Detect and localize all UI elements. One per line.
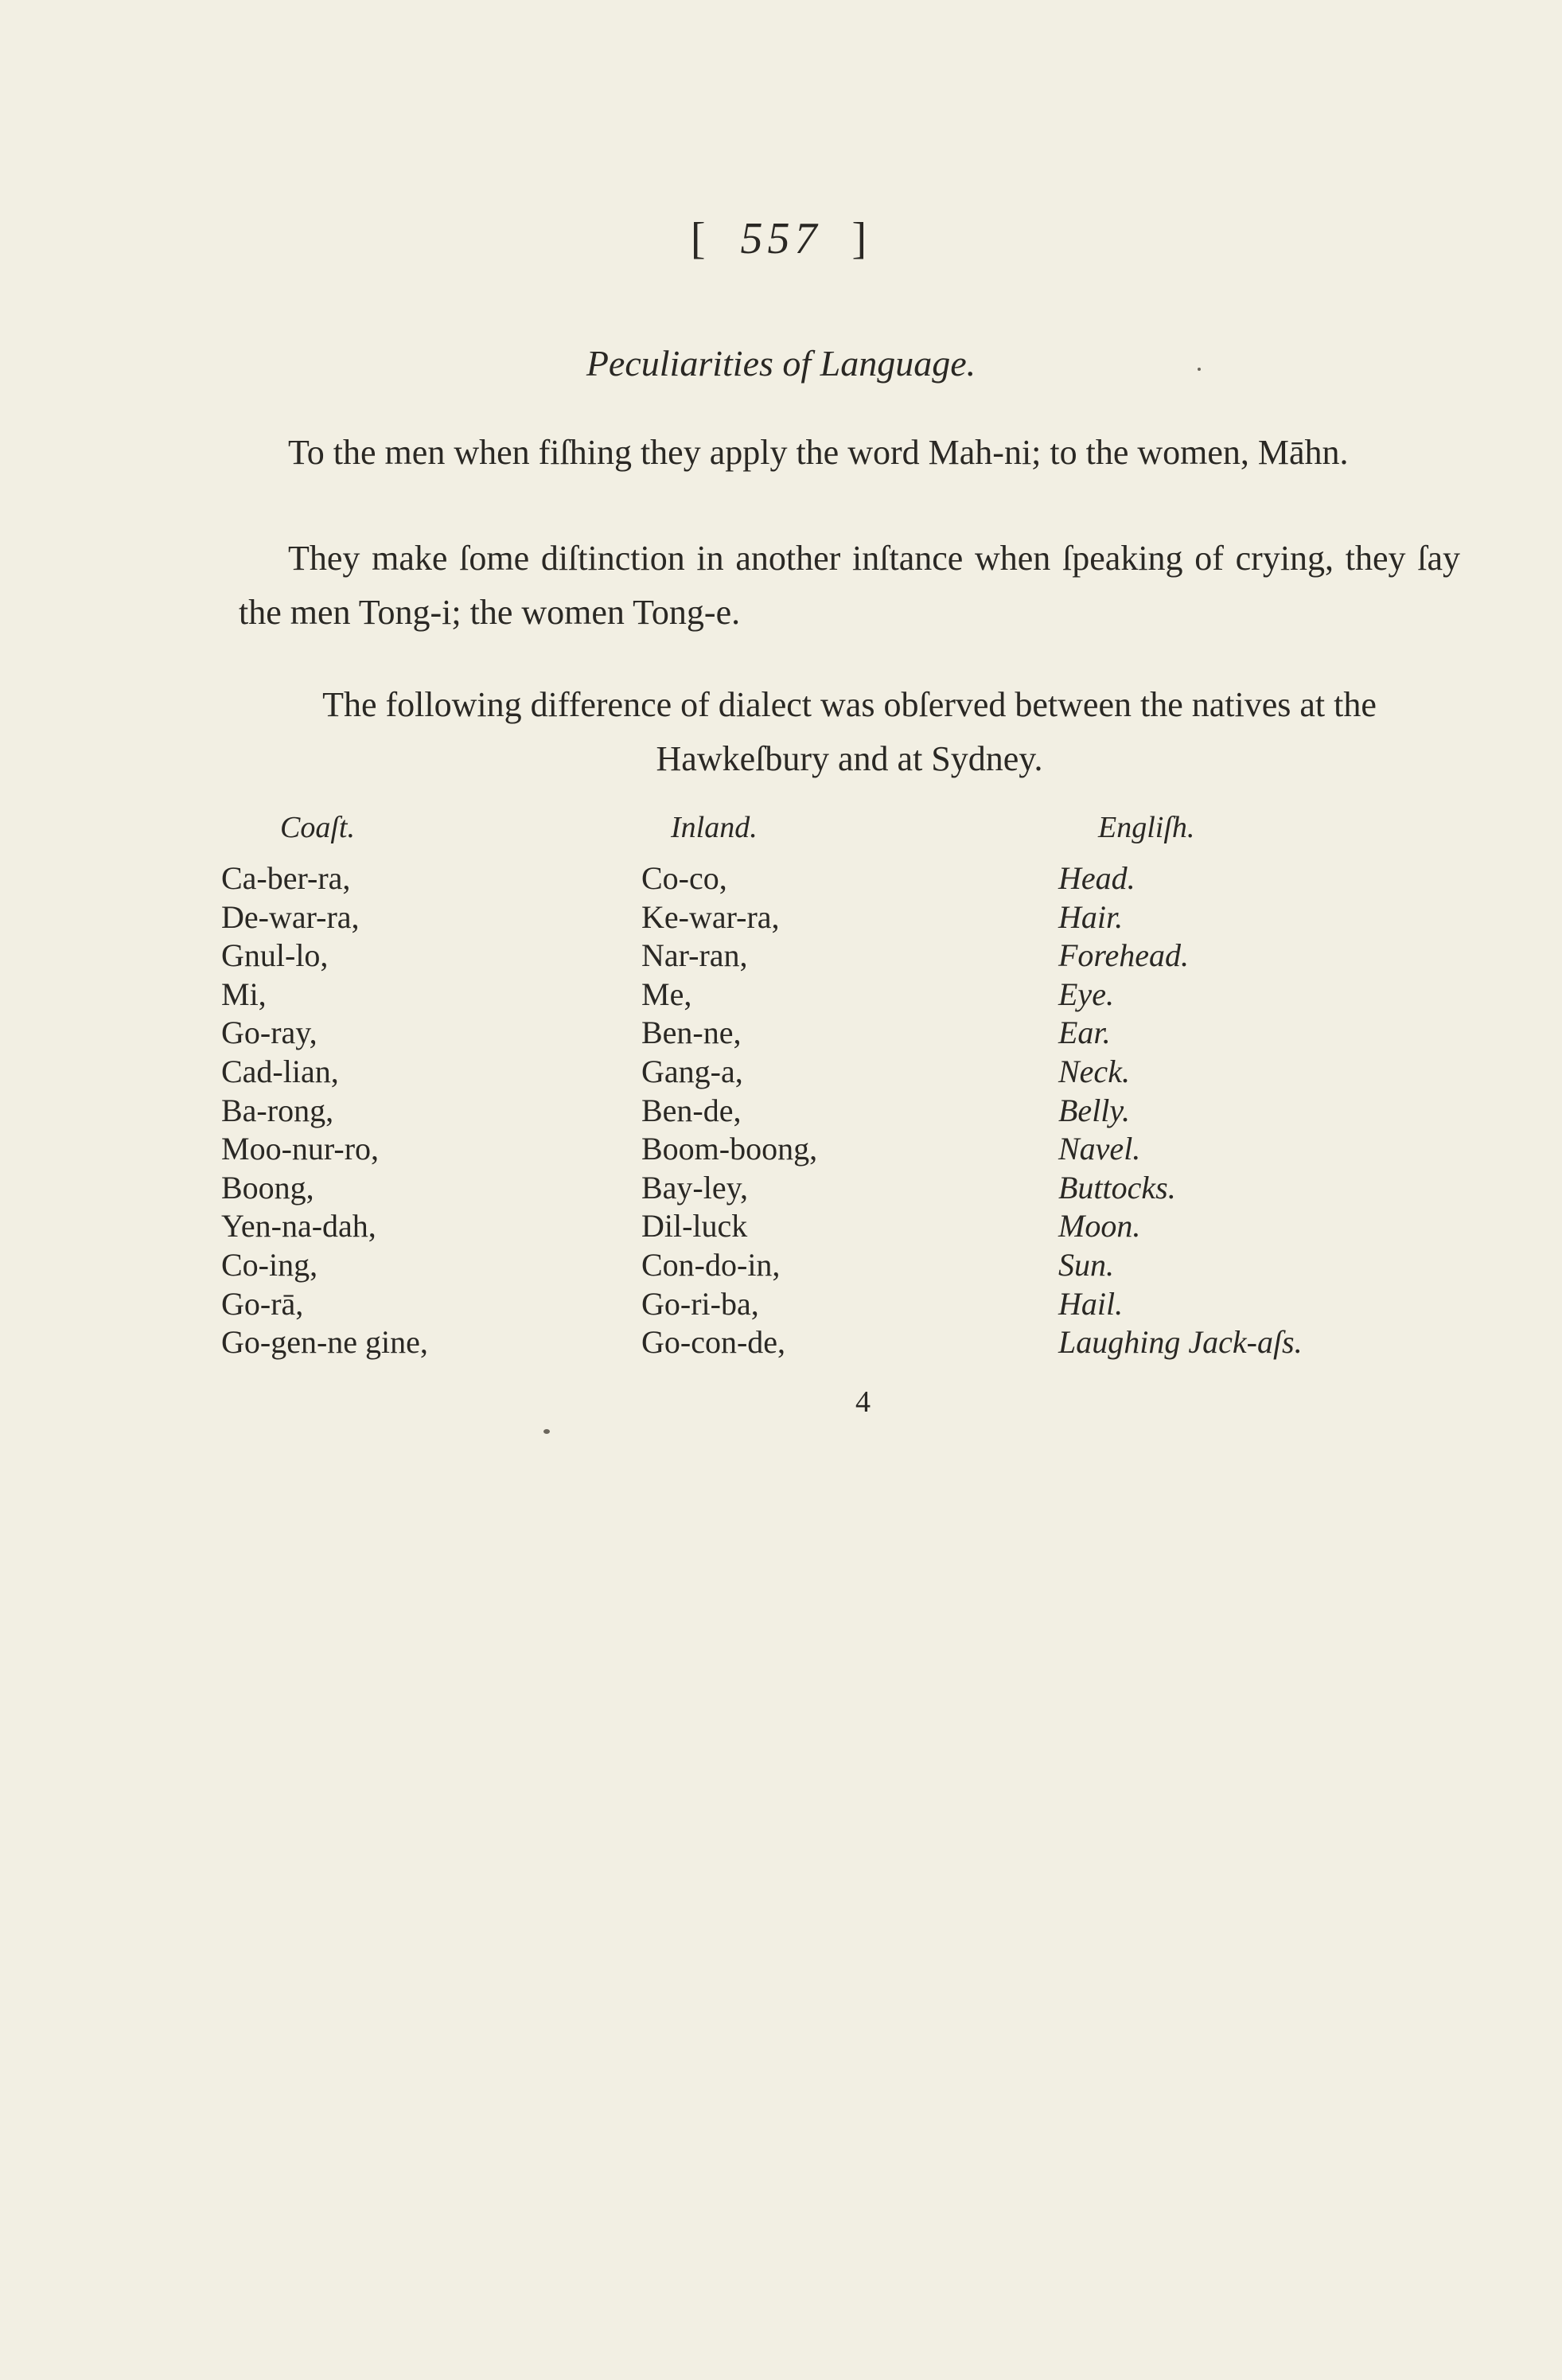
- table-row: [0, 1130, 1562, 1169]
- coast-word: Yen-na-dah,: [221, 1208, 376, 1245]
- catchword: 4: [855, 1385, 871, 1419]
- inland-word: Ben-ne,: [641, 1015, 742, 1051]
- english-word: Eye.: [1058, 976, 1114, 1012]
- coast-word: Cad-lian,: [221, 1053, 339, 1089]
- coast-word: Go-rā,: [221, 1285, 304, 1322]
- coast-word: Ca-ber-ra,: [221, 860, 351, 896]
- inland-word: Bay-ley,: [641, 1169, 749, 1206]
- table-row: [0, 1169, 1562, 1208]
- table-row: [0, 1323, 1562, 1362]
- english-word: Ear.: [1058, 1015, 1111, 1051]
- english-word: Sun.: [1058, 1246, 1114, 1283]
- coast-word: Co-ing,: [221, 1246, 318, 1283]
- english-word: Hair.: [1058, 898, 1124, 935]
- section-title: Peculiarities of Language.: [586, 343, 976, 384]
- coast-word: Ba-rong,: [221, 1092, 334, 1128]
- table-row: [0, 859, 1562, 898]
- coast-word: Go-ray,: [221, 1015, 317, 1051]
- page-number-value: 557: [740, 214, 822, 263]
- bracket-close: ]: [851, 214, 872, 263]
- paragraph-3: [239, 678, 1460, 786]
- table-row: [0, 937, 1562, 976]
- column-header-coast: Coaſt.: [280, 811, 355, 844]
- coast-word: De-war-ra,: [221, 898, 360, 935]
- english-word: Navel.: [1058, 1131, 1141, 1167]
- inland-word: Go-con-de,: [641, 1324, 786, 1361]
- coast-word: Mi,: [221, 976, 267, 1012]
- table-row: [0, 976, 1562, 1015]
- coast-word: Go-gen-ne gine,: [221, 1324, 428, 1361]
- english-word: Moon.: [1058, 1208, 1141, 1245]
- column-header-inland: Inland.: [671, 811, 758, 844]
- inland-word: Ke-war-ra,: [641, 898, 780, 935]
- paragraph-2-text: They make ſome diſtinction in another inſtance when ſpeaking of crying, they ſay the men Tong-i; the women Tong-e.: [239, 539, 1460, 632]
- inland-word: Con-do-in,: [641, 1246, 781, 1283]
- bracket-open: [: [690, 214, 711, 263]
- inland-word: Go-ri-ba,: [641, 1285, 759, 1322]
- inland-word: Gang-a,: [641, 1053, 743, 1089]
- column-header-english: Engliſh.: [1098, 811, 1195, 844]
- table-row: [0, 898, 1562, 937]
- ink-speck: [1198, 368, 1201, 371]
- table-row: [0, 1014, 1562, 1053]
- table-row: [0, 1285, 1562, 1324]
- english-word: Hail.: [1058, 1285, 1124, 1322]
- english-word: Head.: [1058, 860, 1135, 896]
- table-row: [0, 1092, 1562, 1131]
- english-word: Laughing Jack-aſs.: [1058, 1324, 1303, 1361]
- coast-word: Boong,: [221, 1169, 314, 1206]
- table-row: [0, 1246, 1562, 1285]
- inland-word: Nar-ran,: [641, 937, 748, 974]
- inland-word: Me,: [641, 976, 692, 1012]
- vocabulary-table: [0, 859, 1562, 1362]
- inland-word: Dil-luck: [641, 1208, 748, 1245]
- paragraph-1: [239, 426, 1460, 480]
- paragraph-1-text: To the men when fiſhing they apply the word Mah-ni; to the women, Māhn.: [288, 433, 1349, 472]
- inland-word: Ben-de,: [641, 1092, 742, 1128]
- inland-word: Co-co,: [641, 860, 727, 896]
- coast-word: Gnul-lo,: [221, 937, 329, 974]
- paragraph-3-text: The following difference of dialect was obſerved between the natives at the Hawkeſbury and at Sydney.: [322, 685, 1377, 778]
- ink-speck: [543, 1429, 550, 1434]
- page-number: [0, 213, 1562, 264]
- english-word: Forehead.: [1058, 937, 1190, 974]
- english-word: Belly.: [1058, 1092, 1130, 1128]
- coast-word: Moo-nur-ro,: [221, 1131, 380, 1167]
- table-row: [0, 1053, 1562, 1092]
- table-row: [0, 1207, 1562, 1246]
- paragraph-2: [239, 532, 1460, 640]
- english-word: Neck.: [1058, 1053, 1130, 1089]
- inland-word: Boom-boong,: [641, 1131, 818, 1167]
- english-word: Buttocks.: [1058, 1169, 1176, 1206]
